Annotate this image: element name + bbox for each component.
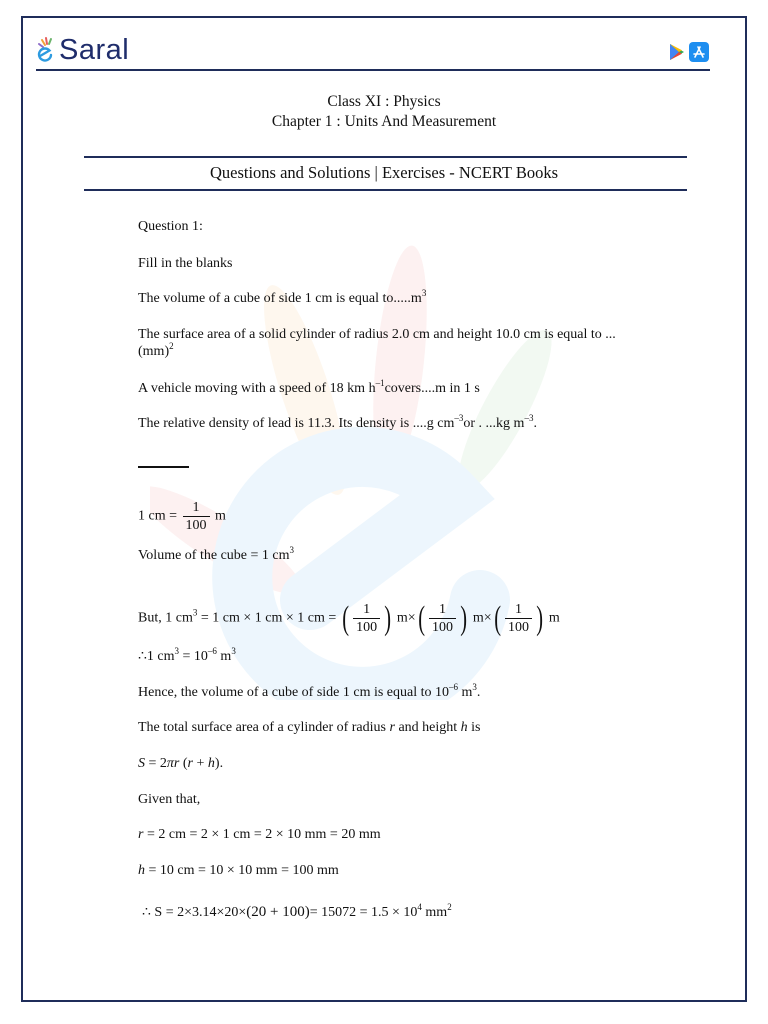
play-store-icon[interactable] [668, 42, 686, 67]
solution-step-5: Hence, the volume of a cube of side 1 cm is equal to $10^{-6}$ $m^3$. [138, 682, 481, 700]
question-item-4: The relative density of lead is 11.3. Its density is ....g $cm^{-3}or$ . ...kg $m^{-3}$. [138, 413, 537, 431]
solution-divider [138, 466, 189, 468]
store-icons [668, 42, 709, 67]
chapter-title: Chapter 1 : Units And Measurement [271, 113, 497, 130]
solution-step-10: h = 10 cm = 10 × 10 mm = 100 mm [138, 863, 339, 878]
solution-step-2: Volume of the cube = 1 $cm^3$ [138, 545, 294, 563]
banner-bottom-rule [84, 189, 687, 191]
question-item-2-cont: (mm)$^2$ [138, 341, 174, 359]
esaral-e-icon [36, 36, 58, 64]
solution-step-8: Given that, [138, 792, 201, 807]
question-item-3: A vehicle moving with a speed of 18 km $h^{-1}covers....m$ in 1 s [138, 378, 480, 396]
class-title: Class XI : Physics [327, 93, 441, 110]
brand-name: Saral [59, 33, 130, 66]
banner-top-rule [84, 156, 687, 158]
document-title [0, 92, 768, 132]
solution-step-1: 1 cm = $\frac{1}{100}$ m [138, 500, 226, 533]
question-label: Question 1: [138, 219, 203, 234]
brand-logo[interactable] [36, 32, 129, 68]
solution-step-4: ∴1 $cm^3 = 10^{-6}$ $m^3$ [138, 646, 236, 664]
question-prompt: Fill in the blanks [138, 256, 233, 271]
solution-step-9: r = 2 cm = 2 × 1 cm = 2 × 10 mm = 20 mm [138, 827, 381, 842]
solution-step-7: S = 2πr (r + h). [138, 756, 224, 771]
app-store-icon[interactable] [689, 42, 709, 67]
question-item-1: The volume of a cube of side 1 cm is equal $to.....m^3$ [138, 288, 427, 306]
fraction: $\frac{1}{100}$ [183, 499, 210, 534]
solution-step-3: But, 1 $cm^3 = 1$ cm × 1 cm × 1 cm = ( $\frac{1}{100}$ ) m× ( $\frac{1}{100}$ ) m× ( $\frac{1}{100}$ ) m [138, 599, 560, 637]
section-banner: Questions and Solutions | Exercises - NCERT Books [209, 163, 559, 182]
question-item-2: The surface area of a solid cylinder of radius 2.0 cm and height 10.0 cm is equal to ... [138, 327, 616, 342]
header-rule [36, 69, 710, 71]
solution-step-6: The total surface area of a cylinder of radius r and height h is [138, 720, 481, 735]
solution-step-11: ∴ $S = 2\times 3.14\times 20\times(20 + 100)= 15072 = 1.5 \times 10^4$ $mm^2$ [142, 902, 452, 920]
